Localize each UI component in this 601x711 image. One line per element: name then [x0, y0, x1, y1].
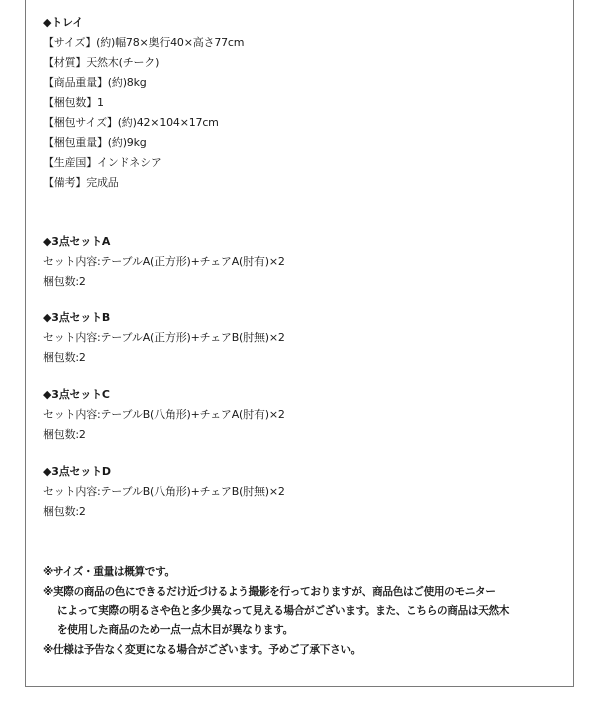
- spec-package-weight: 【梱包重量】(約)9kg: [43, 136, 147, 149]
- spec-size: 【サイズ】(約)幅78×奥行40×高さ77cm: [43, 36, 245, 49]
- note-color-line2: によって実際の明るさや色と多少異なって見える場合がございます。また、こちらの商品は天然木: [57, 605, 510, 617]
- set-d-heading: ◆3点セットD: [43, 465, 111, 478]
- spec-package-count: 【梱包数】1: [43, 96, 104, 109]
- spec-origin: 【生産国】インドネシア: [43, 156, 162, 169]
- set-a-content: セット内容:テーブルA(正方形)+チェアA(肘有)×2: [43, 255, 285, 268]
- set-d-content: セット内容:テーブルB(八角形)+チェアB(肘無)×2: [43, 485, 285, 498]
- spec-package-size: 【梱包サイズ】(約)42×104×17cm: [43, 116, 219, 129]
- tray-heading: ◆トレイ: [43, 16, 84, 29]
- set-c-packages: 梱包数:2: [43, 428, 86, 441]
- set-d-packages: 梱包数:2: [43, 505, 86, 518]
- note-size-weight: ※サイズ・重量は概算です。: [43, 566, 175, 578]
- set-b-packages: 梱包数:2: [43, 351, 86, 364]
- set-b-heading: ◆3点セットB: [43, 311, 111, 324]
- set-c-heading: ◆3点セットC: [43, 388, 110, 401]
- note-spec-change: ※仕様は予告なく変更になる場合がございます。予めご了承下さい。: [43, 644, 361, 656]
- set-a-packages: 梱包数:2: [43, 275, 86, 288]
- spec-material: 【材質】天然木(チーク): [43, 56, 160, 69]
- set-a-heading: ◆3点セットA: [43, 235, 111, 248]
- note-color-line3: を使用した商品のため一点一点木目が異なります。: [57, 624, 293, 636]
- spec-remarks: 【備考】完成品: [43, 176, 119, 189]
- spec-weight: 【商品重量】(約)8kg: [43, 76, 147, 89]
- note-color-line1: ※実際の商品の色にできるだけ近づけるよう撮影を行っておりますが、商品色はご使用のモニター: [43, 586, 496, 598]
- set-c-content: セット内容:テーブルB(八角形)+チェアA(肘有)×2: [43, 408, 285, 421]
- set-b-content: セット内容:テーブルA(正方形)+チェアB(肘無)×2: [43, 331, 285, 344]
